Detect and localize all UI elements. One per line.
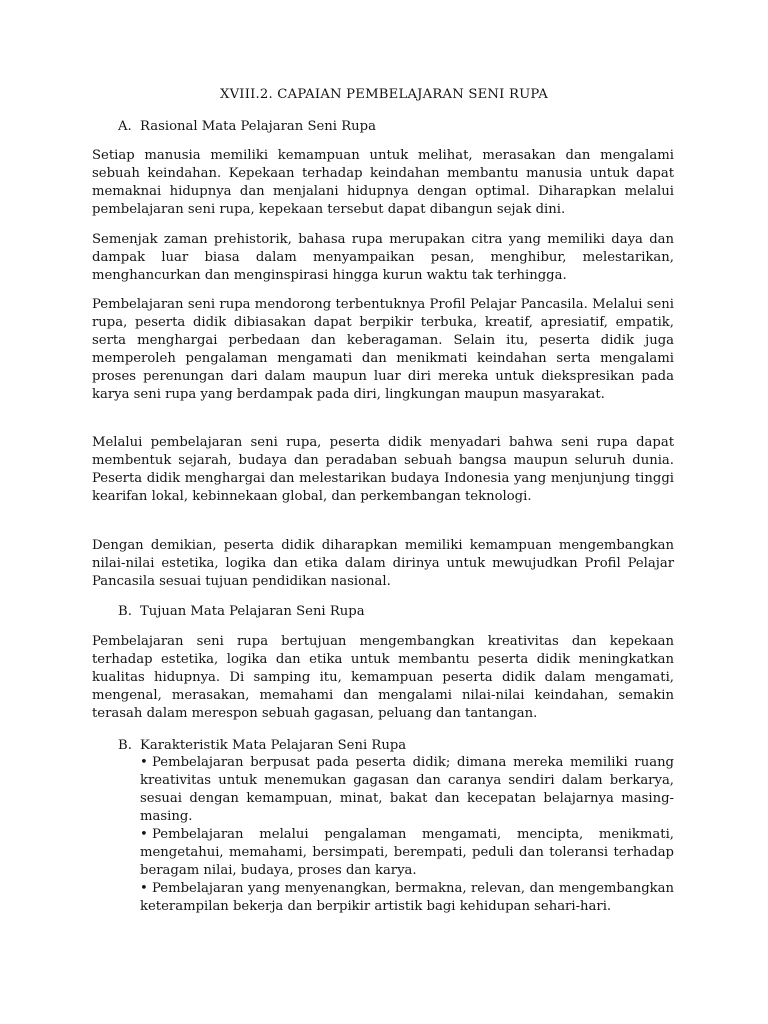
paragraph: Setiap manusia memiliki kemampuan untuk melihat, merasakan dan mengalami sebuah keindahan. Kepekaan terhadap keindahan membantu manusia untuk dapat memaknai hidupnya dan menjalani hidupnya dengan optimal. Diharapkan melalui pembelajaran seni rupa, kepekaan tersebut dapat dibangun sejak dini. bbox=[92, 148, 674, 217]
page-title: XVIII.2. CAPAIAN PEMBELAJARAN SENI RUPA bbox=[220, 87, 548, 102]
list-item bbox=[140, 826, 674, 880]
section-b-heading bbox=[118, 603, 365, 621]
section-c-title: Karakteristik Mata Pelajaran Seni Rupa bbox=[140, 738, 407, 753]
paragraph: Pembelajaran seni rupa mendorong terbentuknya Profil Pelajar Pancasila. Melalui seni rupa, peserta didik dibiasakan dapat berpikir terbuka, kreatif, apresiatif, empatik, serta menghargai perbedaan dan keberagaman. Selain itu, peserta didik juga memperoleh pengalaman mengamati dan menikmati keindahan serta mengalami proses perenungan dari dalam maupun luar diri mereka untuk diekspresikan pada karya seni rupa yang berdampak pada diri, lingkungan maupun masyarakat. bbox=[92, 297, 674, 402]
paragraph: Dengan demikian, peserta didik diharapkan memiliki kemampuan mengembangkan nilai-nilai estetika, logika dan etika dalam dirinya untuk mewujudkan Profil Pelajar Pancasila sesuai tujuan pendidikan nasional. bbox=[92, 538, 674, 589]
section-c-letter: B. bbox=[118, 738, 132, 753]
characteristics-list bbox=[140, 754, 674, 916]
section-a-heading bbox=[118, 118, 376, 136]
list-item-text: Pembelajaran yang menyenangkan, bermakna, relevan, dan mengembangkan keterampilan bekerja dan berpikir artistik bagi kehidupan sehari-hari. bbox=[140, 881, 674, 914]
list-item-text: Pembelajaran berpusat pada peserta didik; dimana mereka memiliki ruang kreativitas untuk menemukan gagasan dan caranya sendiri dalam berkarya, sesuai dengan kemampuan, minat, bakat dan kecepatan belajarnya masing-masing. bbox=[140, 755, 674, 824]
section-a-letter: A. bbox=[118, 119, 132, 134]
list-item-text: Pembelajaran melalui pengalaman mengamati, mencipta, menikmati, mengetahui, memahami, bersimpati, berempati, peduli dan toleransi terhadap beragam nilai, budaya, proses dan karya. bbox=[140, 827, 674, 878]
paragraph: Semenjak zaman prehistorik, bahasa rupa merupakan citra yang memiliki daya dan dampak luar biasa dalam menyampaikan pesan, menghibur, melestarikan, menghancurkan dan menginspirasi hingga kurun waktu tak terhingga. bbox=[92, 232, 674, 283]
section-c-heading bbox=[118, 737, 406, 755]
bullet-icon: • bbox=[140, 881, 148, 896]
list-item bbox=[140, 880, 674, 916]
bullet-icon: • bbox=[140, 755, 148, 770]
paragraph: Melalui pembelajaran seni rupa, peserta didik menyadari bahwa seni rupa dapat membentuk sejarah, budaya dan peradaban sebuah bangsa maupun seluruh dunia. Peserta didik menghargai dan melestarikan budaya Indonesia yang menjunjung tinggi kearifan lokal, kebinnekaan global, dan perkembangan teknologi. bbox=[92, 435, 674, 504]
paragraph: Pembelajaran seni rupa bertujuan mengembangkan kreativitas dan kepekaan terhadap estetika, logika dan etika untuk membantu peserta didik meningkatkan kualitas hidupnya. Di samping itu, kemampuan peserta didik dalam mengamati, mengenal, merasakan, memahami dan mengalami nilai-nilai keindahan, semakin terasah dalam merespon sebuah gagasan, peluang dan tantangan. bbox=[92, 634, 674, 721]
list-item bbox=[140, 754, 674, 826]
section-a-title: Rasional Mata Pelajaran Seni Rupa bbox=[140, 119, 376, 134]
section-b-title: Tujuan Mata Pelajaran Seni Rupa bbox=[140, 604, 365, 619]
section-b-letter: B. bbox=[118, 604, 132, 619]
bullet-icon: • bbox=[140, 827, 148, 842]
